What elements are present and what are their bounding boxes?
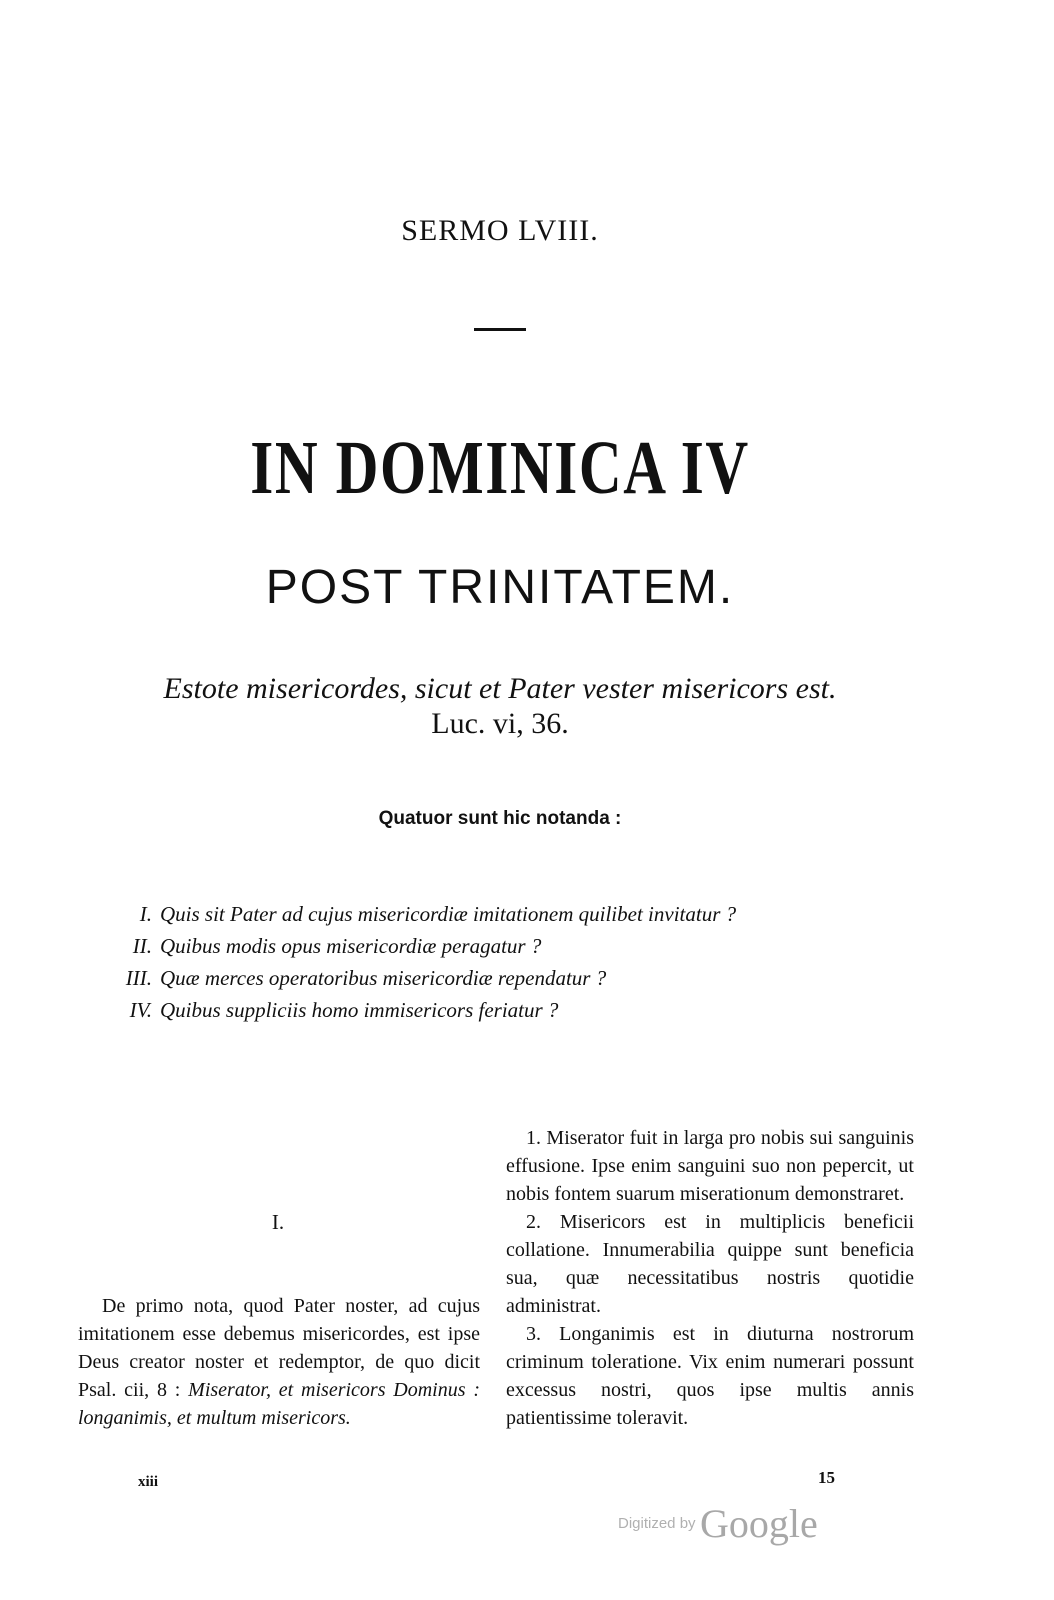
point-text: Quis sit Pater ad cujus misericordiæ imitationem quilibet invitatur ? [160,902,737,926]
point-number: III. [125,966,152,990]
point-number: IV. [129,998,152,1022]
section-number: I. [271,1210,285,1234]
left-column-paragraph [78,1292,480,1432]
watermark [618,1500,818,1547]
paragraph: 1. Miserator fuit in larga pro nobis sui sanguinis effusione. Ipse enim sanguini suo non pepercit, ut nobis fontem suarum miserationum demonstraret. [506,1127,914,1205]
left-column-quote: Miserator, et misericors Dominus : longanimis, et multum misericors. [78,1379,480,1429]
list-item [104,898,924,930]
right-column [506,1124,914,1432]
paragraph: 3. Longanimis est in diuturna nostrorum criminum toleratione. Vix enim numerari possunt excessus nostri, quos ipse multis annis patientissime toleravit. [506,1323,914,1429]
paragraph: 2. Misericors est in multiplicis beneficii collatione. Innumerabilia quippe sunt beneficia sua, quæ necessitatibus nostris quotidie administrat. [506,1211,914,1317]
point-number: I. [139,902,152,926]
divider-rule [474,328,526,331]
point-text: Quæ merces operatoribus misericordiæ rependatur ? [160,966,607,990]
google-logo: Google [700,1501,818,1546]
page-subtitle: POST TRINITATEM. [265,561,735,614]
point-text: Quibus modis opus misericordiæ peragatur ? [160,934,542,958]
page-number: 15 [818,1468,835,1487]
point-number: II. [132,934,152,958]
list-item [104,930,924,962]
list-item [104,994,924,1026]
scripture-verse: Estote misericordes, sicut et Pater vester misericors est. [163,672,837,705]
page-title: IN DOMINICA IV [250,426,750,510]
point-text: Quibus suppliciis homo immisericors feriatur ? [160,998,559,1022]
left-column-text: De primo nota, quod Pater noster, ad cujus imitationem esse debemus misericordes, est ipse Deus creator noster et redemptor, de quo dicit Psal. cii, 8 : [78,1295,480,1401]
points-list [104,898,924,1026]
scripture-reference: Luc. vi, 36. [431,707,569,740]
sermo-heading: SERMO LVIII. [401,214,599,247]
watermark-text: Digitized by [618,1515,696,1532]
list-item [104,962,924,994]
notanda-heading: Quatuor sunt hic notanda : [378,808,622,829]
signature-mark: xiii [138,1474,159,1490]
